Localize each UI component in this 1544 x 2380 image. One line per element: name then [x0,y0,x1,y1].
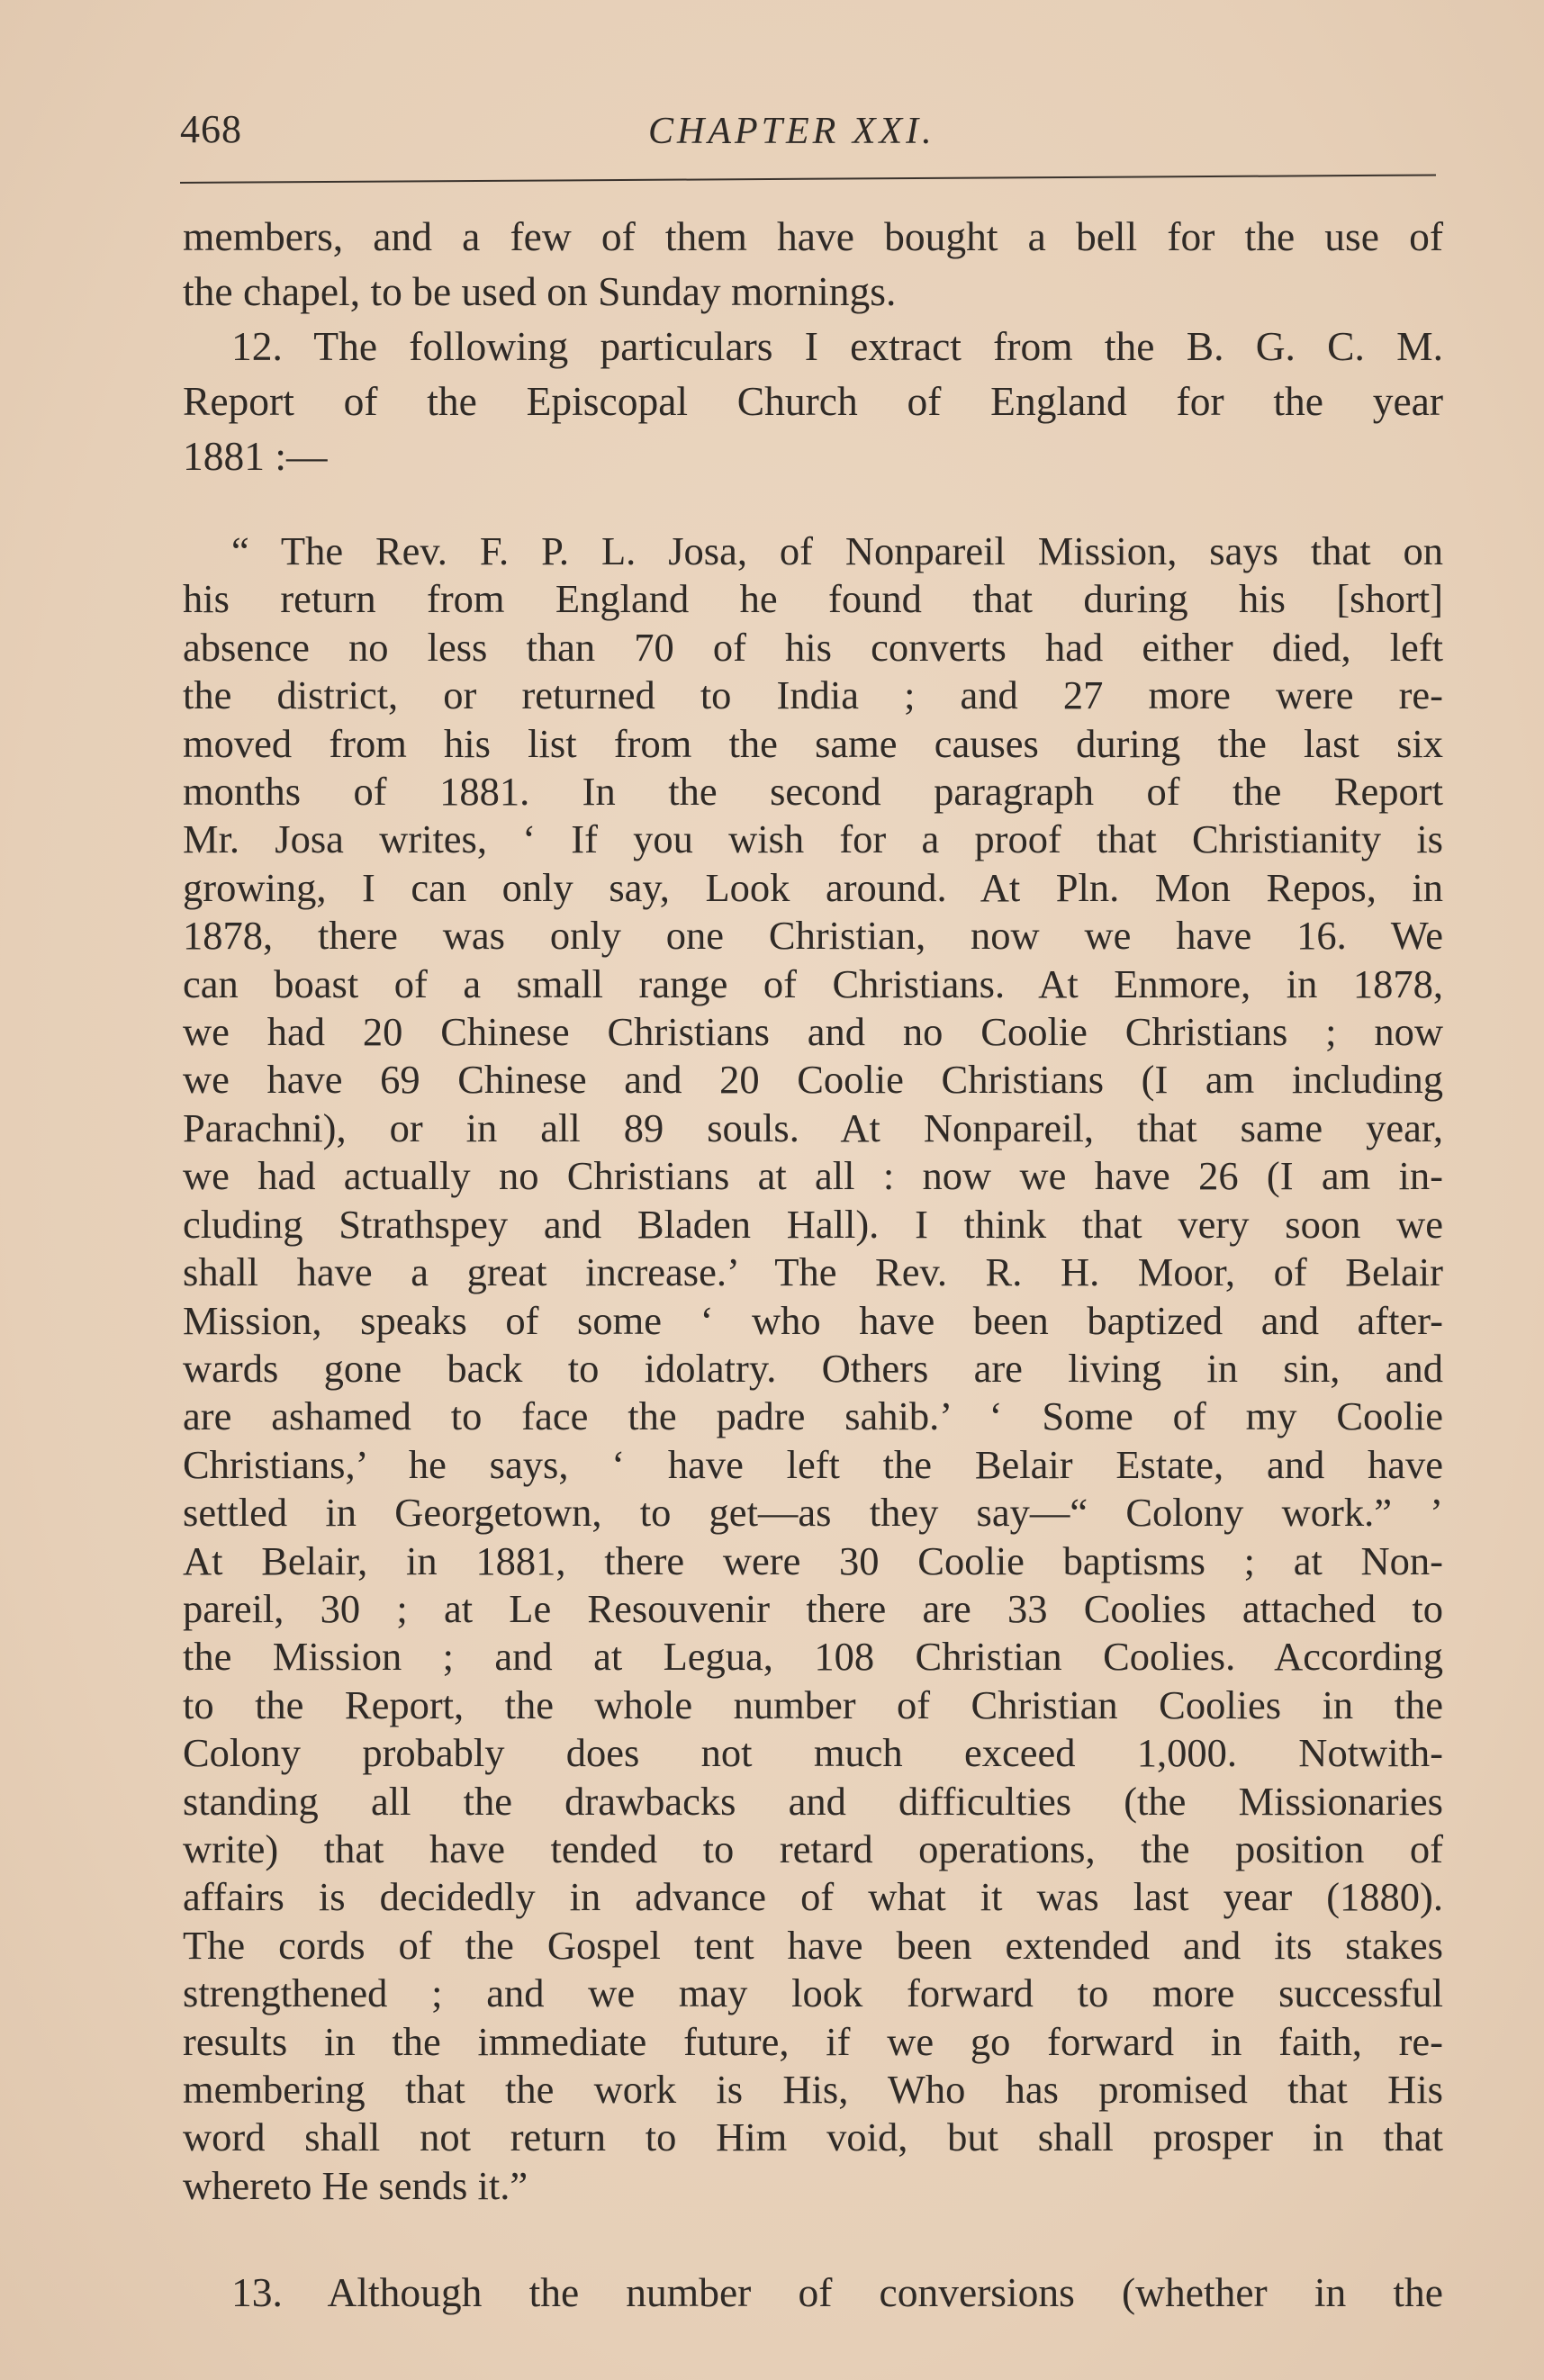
text-line: 13. Although the number of conversions (whether in the [231,2269,1443,2315]
text-line: membering that the work is His, Who has promised that His [183,2067,1443,2112]
paragraph-13 [183,2265,1443,2320]
text-line: strengthened ; and we may look forward to more successful [183,1970,1443,2016]
header-rule [180,174,1436,184]
text-line: the chapel, to be used on Sunday mornings. [183,268,897,314]
text-line: to the Report, the whole number of Christian Coolies in the [183,1681,1443,1727]
text-line: the Mission ; and at Legua, 108 Christian Coolies. According [183,1634,1443,1680]
text-line: months of 1881. In the second paragraph of the Report [183,769,1443,815]
intro-paragraph [183,209,1443,483]
text-line: moved from his list from the same causes during the last six [183,720,1443,766]
text-line: word shall not return to Him void, but shall prosper in that [183,2114,1443,2160]
text-line: are ashamed to face the padre sahib.’ ‘ Some of my Coolie [183,1393,1443,1439]
text-line: Mission, speaks of some ‘ who have been baptized and after- [183,1297,1443,1343]
text-line: write) that have tended to retard operations, the position of [183,1826,1443,1871]
text-line: growing, I can only say, Look around. At Pln. Mon Repos, in [183,864,1443,910]
text-line: settled in Georgetown, to get—as they say—“ Colony work.” ’ [183,1490,1443,1536]
text-line: Parachni), or in all 89 souls. At Nonpareil, that same year, [183,1104,1443,1150]
text-line: his return from England he found that during his [short] [183,576,1443,622]
text-line: “ The Rev. F. P. L. Josa, of Nonpareil Mission, says that on [231,528,1443,573]
text-line: members, and a few of them have bought a bell for the use of [183,213,1443,259]
page-header [180,97,1440,160]
running-head: CHAPTER XXI. [648,111,935,152]
text-line: affairs is decidedly in advance of what it was last year (1880). [183,1874,1443,1920]
text-line: Mr. Josa writes, ‘ If you wish for a proof that Christianity is [183,816,1443,862]
text-line: At Belair, in 1881, there were 30 Coolie baptisms ; at Non- [183,1537,1443,1583]
text-line: we had 20 Chinese Christians and no Coolie Christians ; now [183,1009,1443,1055]
text-line: can boast of a small range of Christians. At Enmore, in 1878, [183,960,1443,1006]
text-line: cluding Strathspey and Bladen Hall). I think that very soon we [183,1201,1443,1247]
text-line: 1881 :— [183,433,328,479]
text-line: 12. The following particulars I extract from the B. G. C. M. [231,323,1443,369]
text-line: The cords of the Gospel tent have been extended and its stakes [183,1922,1443,1968]
text-line: standing all the drawbacks and difficulties (the Missionaries [183,1778,1443,1824]
text-line: the district, or returned to India ; and 27 more were re- [183,672,1443,718]
text-line: wards gone back to idolatry. Others are living in sin, and [183,1345,1443,1391]
text-line: absence no less than 70 of his converts had either died, left [183,624,1443,670]
text-line: we have 69 Chinese and 20 Coolie Christians (I am including [183,1057,1443,1103]
text-line: 1878, there was only one Christian, now we have 16. We [183,913,1443,959]
text-line: whereto He sends it.” [183,2162,528,2208]
text-line: we had actually no Christians at all : now we have 26 (I am in- [183,1153,1443,1199]
page-number: 468 [180,107,242,151]
text-line: pareil, 30 ; at Le Resouvenir there are 33 Coolies attached to [183,1585,1443,1631]
text-line: Christians,’ he says, ‘ have left the Belair Estate, and have [183,1441,1443,1487]
quoted-report [183,527,1443,2210]
text-line: shall have a great increase.’ The Rev. R. H. Moor, of Belair [183,1249,1443,1295]
text-line: Report of the Episcopal Church of England for the year [183,378,1443,424]
text-line: results in the immediate future, if we go forward in faith, re- [183,2018,1443,2064]
text-line: Colony probably does not much exceed 1,000. Notwith- [183,1730,1443,1776]
